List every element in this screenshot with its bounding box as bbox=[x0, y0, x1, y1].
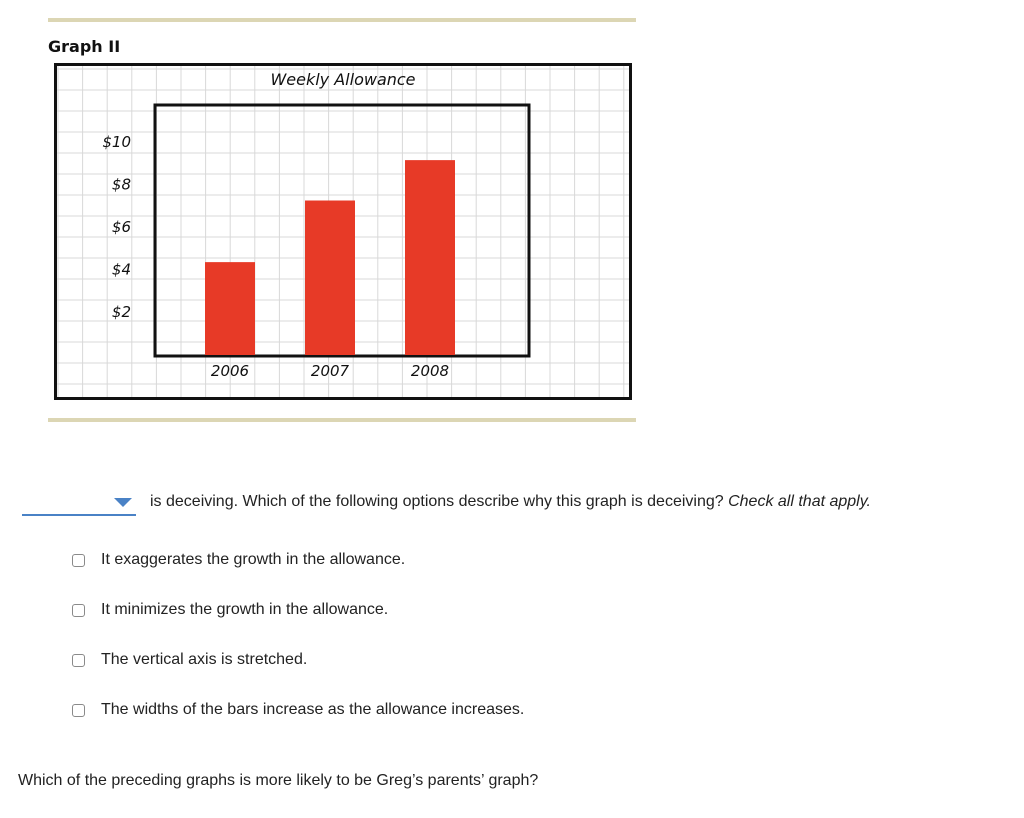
x-tick-label: 2006 bbox=[210, 362, 250, 380]
checkbox-icon[interactable] bbox=[72, 554, 85, 567]
option-minimizes[interactable] bbox=[72, 599, 388, 621]
chart-title: Weekly Allowance bbox=[270, 70, 416, 89]
checkbox-icon[interactable] bbox=[72, 654, 85, 667]
checkbox-icon[interactable] bbox=[72, 704, 85, 717]
chevron-down-icon[interactable] bbox=[114, 498, 132, 507]
y-tick-label: $2 bbox=[111, 303, 131, 321]
footer-question: Which of the preceding graphs is more likely to be Greg’s parents’ graph? bbox=[18, 772, 539, 789]
option-axis-stretched[interactable] bbox=[72, 649, 307, 671]
option-exaggerates[interactable] bbox=[72, 549, 405, 571]
y-tick-label: $8 bbox=[111, 175, 131, 194]
y-tick-label: $10 bbox=[102, 133, 131, 151]
x-tick-label: 2008 bbox=[410, 362, 450, 380]
graph-title: Graph II bbox=[48, 37, 121, 56]
checkbox-icon[interactable] bbox=[72, 604, 85, 617]
question-instruction: Check all that apply. bbox=[728, 493, 871, 510]
chart bbox=[54, 63, 632, 400]
x-tick-label: 2007 bbox=[310, 362, 350, 380]
y-tick-label: $6 bbox=[111, 218, 131, 236]
bar-2008 bbox=[405, 160, 455, 355]
top-divider bbox=[48, 18, 636, 22]
option-label: The widths of the bars increase as the allowance increases. bbox=[101, 701, 525, 718]
bar-2006 bbox=[205, 262, 255, 355]
bar-2007 bbox=[305, 201, 355, 356]
y-tick-label: $4 bbox=[111, 260, 131, 279]
question-text bbox=[150, 493, 871, 511]
option-label: It exaggerates the growth in the allowance. bbox=[101, 551, 406, 568]
bar-chart-svg bbox=[54, 63, 632, 400]
bottom-divider bbox=[48, 418, 636, 422]
option-label: The vertical axis is stretched. bbox=[101, 651, 308, 668]
option-label: It minimizes the growth in the allowance. bbox=[101, 601, 389, 618]
graph-select-dropdown[interactable] bbox=[22, 494, 136, 516]
question-prompt: is deceiving. Which of the following options describe why this graph is deceiving? bbox=[150, 493, 724, 510]
option-widths-increase[interactable] bbox=[72, 699, 524, 721]
